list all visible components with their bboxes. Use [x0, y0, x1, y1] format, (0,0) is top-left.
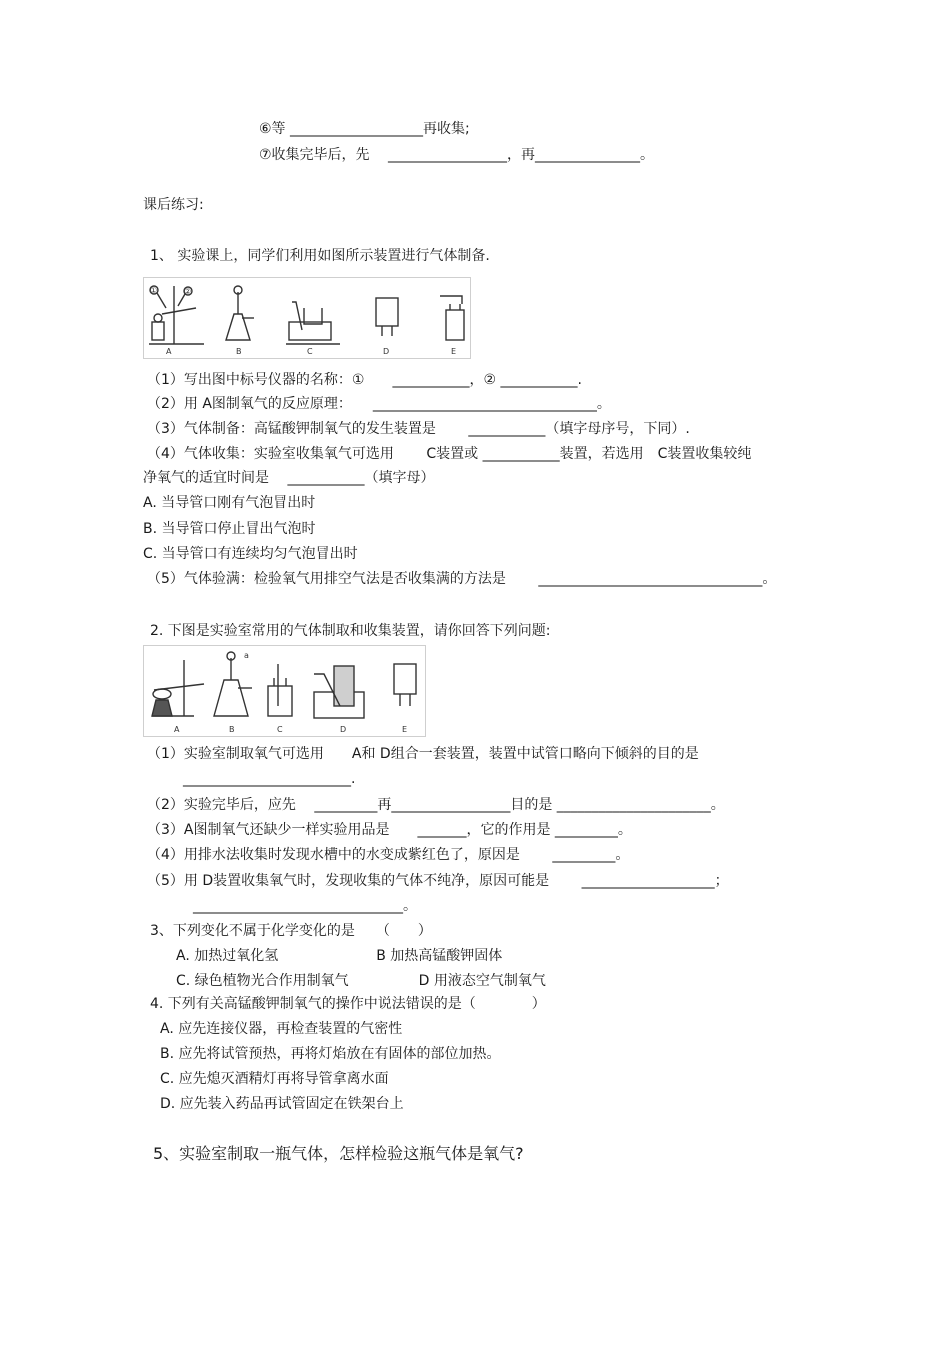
q4-option-B: B. 应先将试管预热，再将灯焰放在有固体的部位加热。 — [160, 1046, 501, 1062]
section-title-homework: 课后练习: — [143, 197, 204, 213]
question-3-title: 3、下列变化不属于化学变化的是 （ ） — [150, 923, 432, 939]
fig2-label-B: B — [229, 725, 235, 734]
fig1-label-C: C — [307, 347, 313, 356]
figure-2-drawing — [144, 646, 425, 736]
line-6-wait: ⑥等 ___________________再收集; — [259, 121, 470, 137]
fig1-label-A: A — [166, 347, 172, 356]
q3-options-CD: C. 绿色植物光合作用制氧气 D 用液态空气制氧气 — [176, 973, 546, 989]
q4-option-C: C. 应先熄灭酒精灯再将导管拿离水面 — [160, 1071, 389, 1087]
line-7-after-collect: ⑦收集完毕后，先 _________________，再_______________。 — [259, 147, 655, 163]
q1-part-4: （4）气体收集：实验室收集氧气可选用 C装置或 ___________装置，若选用 C装置收集较纯 — [147, 446, 752, 462]
q2-part-1: （1）实验室制取氧气可选用 A和 D组合一套装置，装置中试管口略向下倾斜的目的是 — [147, 746, 699, 762]
figure-2-apparatus — [143, 645, 426, 737]
q2-part-5: （5）用 D装置收集氧气时，发现收集的气体不纯净，原因可能是 ___________________； — [147, 873, 729, 889]
fig2-label-E: E — [402, 725, 408, 734]
q2-part-3: （3）A图制氧气还缺少一样实验用品是 _______，它的作用是 _________。 — [147, 822, 632, 838]
q1-part-2: （2）用 A图制氧气的反应原理： ________________________________。 — [147, 396, 611, 412]
fig1-mark-2: ② — [184, 287, 192, 296]
figure-1-drawing — [144, 278, 470, 358]
q1-part-5: （5）气体验满：检验氧气用排空气法是否收集满的方法是 ________________________________。 — [147, 571, 777, 587]
q4-option-A: A. 应先连接仪器，再检查装置的气密性 — [160, 1021, 403, 1037]
fig1-label-D: D — [383, 347, 390, 356]
fig2-label-C: C — [277, 725, 283, 734]
fig2-mark-a: a — [244, 651, 249, 660]
q3-options-AB: A. 加热过氧化氢 B 加热高锰酸钾固体 — [176, 948, 503, 964]
q4-option-D: D. 应先装入药品再试管固定在铁架台上 — [160, 1096, 404, 1112]
q1-part-1: （1）写出图中标号仪器的名称：① ___________，② ___________. — [147, 372, 582, 388]
fig2-label-A: A — [174, 725, 180, 734]
fig2-label-D: D — [340, 725, 347, 734]
q1-option-C: C. 当导管口有连续均匀气泡冒出时 — [143, 546, 358, 562]
fig1-mark-1: ① — [150, 286, 158, 295]
question-4-title: 4. 下列有关高锰酸钾制氧气的操作中说法错误的是（ ） — [150, 996, 546, 1012]
figure-1-apparatus — [143, 277, 471, 359]
fig1-label-B: B — [236, 347, 242, 356]
q2-part-5-blank: ______________________________。 — [193, 898, 417, 914]
q1-part-4-cont: 净氧气的适宜时间是 ___________（填字母） — [143, 470, 435, 486]
question-5-title: 5、实验室制取一瓶气体，怎样检验这瓶气体是氧气? — [153, 1144, 524, 1163]
q1-part-3: （3）气体制备：高锰酸钾制氧气的发生装置是 ___________（填字母序号，下同）. — [147, 421, 690, 437]
question-2-title: 2. 下图是实验室常用的气体制取和收集装置，请你回答下列问题: — [150, 623, 551, 639]
q1-option-B: B. 当导管口停止冒出气泡时 — [143, 521, 316, 537]
q2-part-2: （2）实验完毕后，应先 _________再_________________目的是 ______________________。 — [147, 797, 725, 813]
q2-part-1-blank: ________________________. — [183, 771, 356, 787]
question-1-title: 1、 实验课上，同学们利用如图所示装置进行气体制备. — [150, 248, 490, 264]
fig1-label-E: E — [451, 347, 457, 356]
q1-option-A: A. 当导管口刚有气泡冒出时 — [143, 495, 316, 511]
q2-part-4: （4）用排水法收集时发现水槽中的水变成紫红色了，原因是 _________。 — [147, 847, 630, 863]
